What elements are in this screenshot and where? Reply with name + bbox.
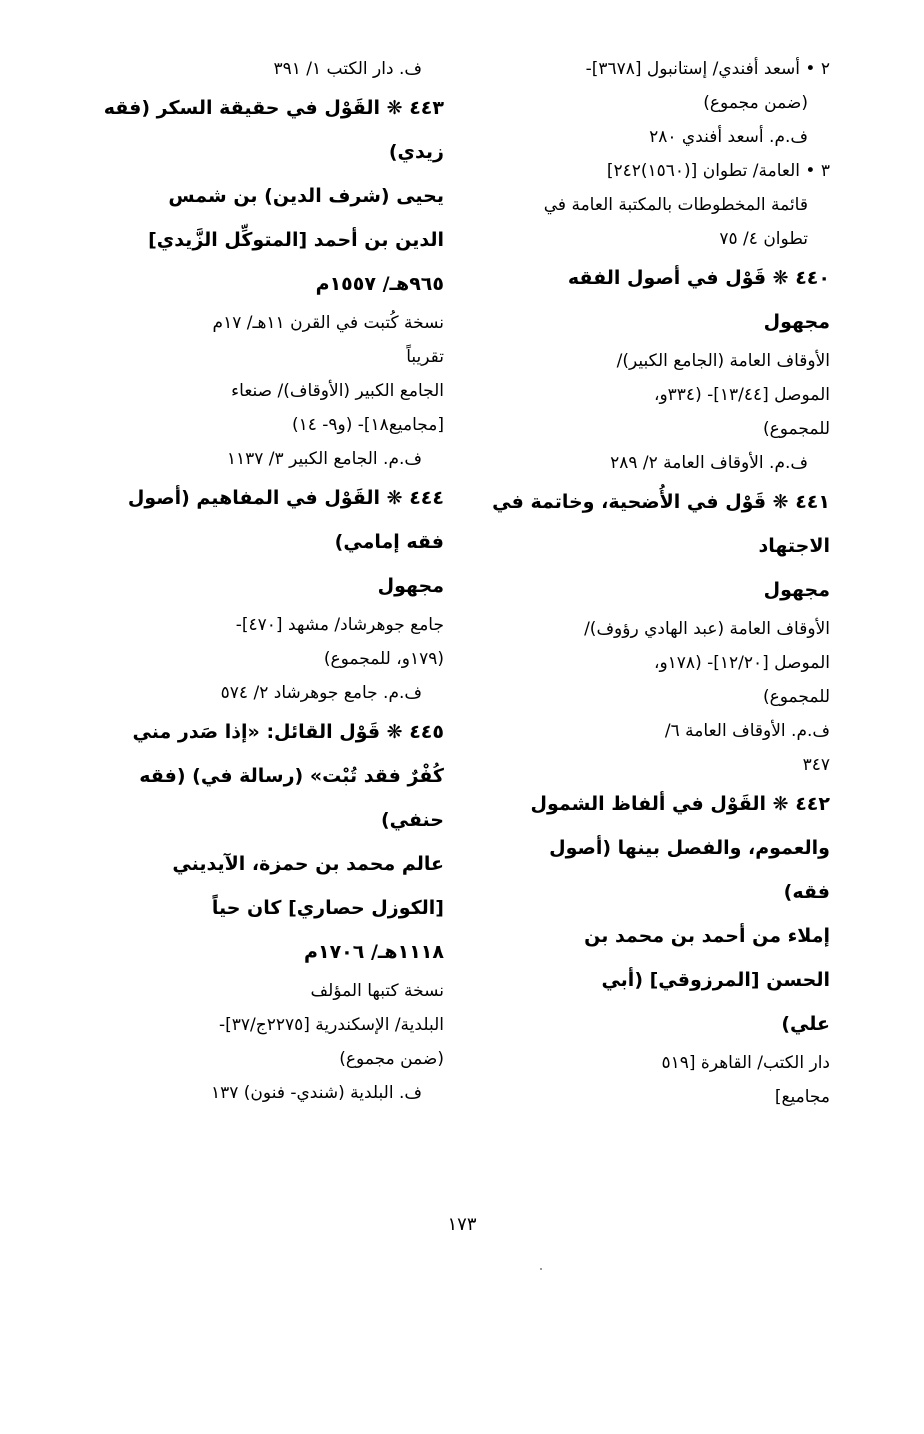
entry-heading-line: ٤٤٠ ❋ قَوْل في أصول الفقه (567, 267, 830, 289)
entry-heading-line: ٤٤٥ ❋ قَوْل القائل: «إذا صَدر مني (132, 721, 444, 743)
entry-text-line: الأوقاف العامة (عبد الهادي رؤوف)/ (584, 619, 830, 639)
entry-heading-line: كُفْرٌ فقد تُبْت» (رسالة في) (فقه (139, 765, 444, 787)
entry-text-line: البلدية/ الإسكندرية [٢٢٧٥ج/٣٧]- (218, 1015, 444, 1035)
entry-text-line: ٣ • العامة/ تطوان [(١٥٦٠)٢٤٢] (606, 161, 830, 181)
entry-text-line: [مجاميع١٨]- (و٩- ١٤) (291, 415, 444, 435)
entry-heading-line: والعموم، والفصل بينها (أصول (549, 837, 830, 859)
entry-text-line: ف. البلدية (شندي- فنون) ١٣٧ (210, 1083, 422, 1103)
entry-heading-line: علي) (781, 1013, 830, 1035)
entry-text-line: دار الكتب/ القاهرة [٥١٩ (661, 1053, 830, 1073)
entry-text-line: الموصل [١٣/٤٤]- (٣٣٤و، (653, 385, 830, 405)
entry-text-line: مجاميع] (774, 1087, 830, 1107)
entry-heading-line: ٤٤٤ ❋ القَوْل في المفاهيم (أصول (127, 487, 444, 509)
entry-heading-line: فقه إمامي) (334, 531, 444, 553)
entry-text-line: جامع جوهرشاد/ مشهد [٤٧٠]- (235, 615, 444, 635)
entry-text-line: قائمة المخطوطات بالمكتبة العامة في (543, 195, 808, 215)
entry-heading-line: زيدي) (388, 141, 444, 163)
entry-text-line: ٢ • أسعد أفندي/ إستانبول [٣٦٧٨]- (585, 59, 830, 79)
entry-text-line: نسخة كُتبت في القرن ١١هـ/ ١٧م (212, 313, 444, 333)
entry-text-line: ف.م. جامع جوهرشاد ٢/ ٥٧٤ (220, 683, 422, 703)
entry-text-line: ٣٤٧ (802, 755, 830, 775)
entry-text-line: ف. دار الكتب ١/ ٣٩١ (273, 59, 422, 79)
scan-speck (540, 1268, 542, 1270)
entry-heading-line: ٤٤٢ ❋ القَوْل في ألفاظ الشمول (530, 793, 830, 815)
entry-heading-line: حنفي) (380, 809, 444, 831)
entry-heading-line: ٩٦٥هـ/ ١٥٥٧م (315, 273, 444, 295)
entry-heading-line: إملاء من أحمد بن محمد بن (584, 925, 830, 947)
entry-heading-line: ٤٤٣ ❋ القَوْل في حقيقة السكر (فقه (103, 97, 444, 119)
entry-text-line: الموصل [١٢/٢٠]- (١٧٨و، (653, 653, 830, 673)
entry-text-line: ف.م. الأوقاف العامة ٢/ ٢٨٩ (610, 453, 808, 473)
entry-heading-line: [الكوزل حصاري] كان حياً (211, 897, 444, 919)
entry-text-line: للمجموع) (763, 419, 830, 439)
page-number: ١٧٣ (447, 1214, 477, 1235)
entry-text-line: ف.م. الأوقاف العامة ٦/ (664, 721, 830, 741)
left-column (98, 52, 444, 1110)
entry-text-line: ف.م. أسعد أفندي ٢٨٠ (649, 127, 808, 147)
entry-text-line: للمجموع) (763, 687, 830, 707)
entry-text-line: ف.م. الجامع الكبير ٣/ ١١٣٧ (226, 449, 422, 469)
entry-heading-line: مجهول (763, 311, 830, 333)
entry-text-line: الجامع الكبير (الأوقاف)/ صنعاء (231, 381, 444, 401)
entry-heading-line: فقه) (783, 881, 830, 903)
entry-heading-line: الاجتهاد (758, 535, 830, 557)
right-column (478, 52, 830, 1114)
entry-text-line: تقريباً (406, 347, 444, 367)
entry-text-line: تطوان ٤/ ٧٥ (719, 229, 808, 249)
entry-text-line: نسخة كتبها المؤلف (310, 981, 444, 1001)
entry-text-line: (١٧٩و، للمجموع) (323, 649, 444, 669)
entry-text-line: (ضمن مجموع) (339, 1049, 444, 1069)
entry-heading-line: مجهول (377, 575, 444, 597)
entry-heading-line: الدين بن أحمد [المتوكِّل الزَّيدي] (148, 229, 444, 251)
entry-heading-line: مجهول (763, 579, 830, 601)
entry-heading-line: ٤٤١ ❋ قَوْل في الأُضحية، وخاتمة في (492, 491, 830, 513)
entry-text-line: الأوقاف العامة (الجامع الكبير)/ (616, 351, 830, 371)
entry-heading-line: يحيى (شرف الدين) بن شمس (168, 185, 444, 207)
entry-heading-line: ١١١٨هـ/ ١٧٠٦م (304, 941, 444, 963)
entry-heading-line: الحسن [المرزوقي] (أبي (601, 969, 830, 991)
entry-text-line: (ضمن مجموع) (703, 93, 808, 113)
entry-heading-line: عالم محمد بن حمزة، الآيديني (172, 853, 444, 875)
